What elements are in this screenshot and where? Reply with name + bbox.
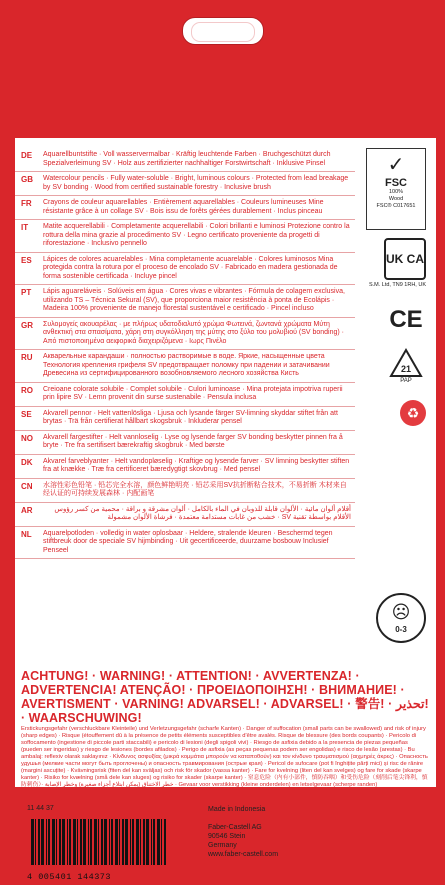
barcode-bar bbox=[146, 819, 149, 865]
language-code: SE bbox=[21, 409, 32, 419]
barcode-bar bbox=[46, 819, 47, 865]
language-row bbox=[15, 431, 355, 455]
language-row bbox=[15, 196, 355, 220]
language-row bbox=[15, 479, 355, 503]
barcode-bar bbox=[38, 819, 40, 865]
barcode-bar bbox=[56, 819, 57, 865]
fsc-label: FSC bbox=[385, 177, 407, 189]
language-code: DK bbox=[21, 457, 33, 467]
language-code: CN bbox=[21, 481, 33, 491]
barcode-bar bbox=[62, 819, 65, 865]
barcode-bar bbox=[31, 819, 34, 865]
language-text: Watercolour pencils · Fully water-soluble · Bright, luminous colours · Protected from lead breakage by SV bonding · Wood from certified sustainable forestry · Inclusive brush bbox=[43, 175, 349, 191]
made-in: Made in Indonesia bbox=[208, 806, 266, 813]
barcode-bar bbox=[115, 819, 118, 865]
language-text: Акварельные карандаши · полностью растворимые в воде. Яркие, насыщенные цвета Технология крепления грифеля SV предотвращает поломку при падении и затачивании Древесина из сертифицированного возобновляемого лесного хозяйства Кисть bbox=[43, 353, 330, 377]
barcode bbox=[27, 819, 172, 882]
language-code: NL bbox=[21, 529, 32, 539]
language-text: Crayons de couleur aquarellables · Entièrement aquarellables · Couleurs lumineuses Mine résistante grâce à un collage SV · Bois issu de forêts gérées durablement · Inclus pinceau bbox=[43, 199, 324, 215]
barcode-bar bbox=[164, 819, 166, 865]
language-code: GB bbox=[21, 175, 33, 184]
barcode-bar bbox=[59, 819, 61, 865]
language-text: Aquarelpotloden · volledig in water oplosbaar · Heldere, stralende kleuren · Beschermd tegen stiftbreuk door de speciale SV hijmbinding · Uit gecertificeerde, duurzame bosbouw Inclusief Penseel bbox=[43, 529, 333, 554]
language-text: Creioane colorate solubile · Complet solubile · Culori luminoase · Mina protejata impotriva ruperii prin lipire SV · Lemn provenit din surse sustenabile · Pensula inclusa bbox=[43, 385, 343, 401]
barcode-bar bbox=[132, 819, 134, 865]
language-row bbox=[15, 350, 355, 383]
language-code: IT bbox=[21, 223, 29, 232]
language-row bbox=[15, 285, 355, 318]
language-code: NO bbox=[21, 433, 33, 443]
ce-icon: CE bbox=[389, 306, 423, 333]
barcode-bar bbox=[125, 819, 128, 865]
address-line: www.faber-castell.com bbox=[208, 851, 279, 858]
barcode-bar bbox=[130, 819, 131, 865]
pap-number: 21 bbox=[400, 364, 412, 374]
hang-hole bbox=[182, 17, 264, 45]
language-row bbox=[15, 172, 355, 196]
age-warning-icon bbox=[376, 593, 426, 643]
language-row bbox=[15, 455, 355, 479]
barcode-bar bbox=[88, 819, 89, 865]
barcode-bar bbox=[157, 819, 160, 865]
fsc-icon bbox=[366, 148, 426, 230]
barcode-bar bbox=[136, 819, 139, 865]
barcode-digits: 4 005401 144373 bbox=[27, 872, 112, 882]
warning-heading: ACHTUNG! · WARNING! · ATTENTION! · AVVERTENZA! · ADVERTENCIA! ATENÇÃO! · ΠΡΟΕΙΔΟΠΟΙΗΣΗ! · ВНИМАНИЕ! · AVERTISMENT · VARNING! ADVARSEL! · ADVARSEL! · 警告! · تحذير! · WAARSCHUWING! bbox=[21, 669, 429, 725]
barcode-bar bbox=[111, 819, 113, 865]
barcode-bar bbox=[83, 819, 86, 865]
baby-face-icon: ☹ bbox=[391, 602, 411, 622]
barcode-bar bbox=[52, 819, 55, 865]
recycle-icon: ♻ bbox=[400, 400, 426, 426]
address-line: 90546 Stein bbox=[208, 833, 246, 840]
barcode-bar bbox=[90, 819, 92, 865]
language-text: Lápis aguareláveis · Solúveis em água · Cores vivas e vibrantes · Fórmula de colagem exclusiva, utilizando TS – Técnica Sekural (SV), que proporciona maior resistência à ponta de Ecolápis · Madeira 100% proveniente de manejo florestal sustentável e certificado · Pincel incluso bbox=[43, 288, 345, 312]
barcode-bar bbox=[109, 819, 110, 865]
barcode-bar bbox=[153, 819, 155, 865]
barcode-bar bbox=[73, 819, 76, 865]
language-text: Aquarellbuntstifte · Voll wasservermalbar · Kräftig leuchtende Farben · Bruchgeschützt durch Spezialverleimung SV · Holz aus zertifizierter nachhaltiger Forstwirtschaft · Inklusive Pinsel bbox=[43, 151, 331, 167]
barcode-bar bbox=[77, 819, 78, 865]
address-line: Faber-Castell AG bbox=[208, 824, 262, 831]
barcode-bar bbox=[104, 819, 107, 865]
tree-icon: ✓ bbox=[387, 154, 405, 176]
language-row bbox=[15, 527, 355, 560]
language-text: Akvarell pennor · Helt vattenlösliga · Ljusa och lysande färger SV-limning skyddar stiftet från att brytas · Trä från certifierat hållbart skogsbruk · Inkluderar pensel bbox=[43, 409, 338, 425]
language-code: AR bbox=[21, 505, 33, 515]
info-panel bbox=[15, 138, 436, 882]
fsc-license: FSC® C017651 bbox=[376, 203, 416, 209]
recycling-triangle-icon bbox=[389, 348, 423, 378]
barcode-bar bbox=[98, 819, 99, 865]
manufacturer-address bbox=[208, 823, 278, 859]
recycling-pap-icon bbox=[386, 348, 426, 388]
barcode-bar bbox=[161, 819, 162, 865]
language-row bbox=[15, 318, 355, 351]
language-text: 水溶性彩色铅笔 · 铅芯完全水溶，颜色鲜艳明亮 · 铅芯采用SV抗折断粘合技术，不易折断 木材来自经认证的可持续发展森林 · 内配画笔 bbox=[43, 481, 347, 497]
language-text: Lápices de colores acuarelables · Mina completamente acuarelable · Colores luminosos Mina protegida contra la rotura por el proceso de encolado SV · Fabricado en madera gestionada de forma sostenible certificada · Incluye pincel bbox=[43, 255, 338, 280]
language-list bbox=[15, 148, 355, 559]
language-code: PT bbox=[21, 288, 32, 297]
language-code: FR bbox=[21, 199, 32, 208]
ukca-icon: UK CA bbox=[384, 238, 426, 280]
language-row bbox=[15, 407, 355, 431]
language-text: Συλομογείς ακουαρέλας · με πλήρως υδατοδιαλυτό χρώμα Φωτεινά, ζωντανά χρώματα Μύτη ανθεκτική στα σπασίματα, χάρη στη συγκόλληση της μύτης στο ξύλο του μολυβιού (SV bonding) · Από πιστοποιημένα αειφορικά διαχειριζόμενα · Ιωρς Πινέλο bbox=[43, 320, 345, 345]
barcode-bar bbox=[140, 819, 141, 865]
fsc-material: Wood bbox=[388, 196, 404, 202]
barcode-bar bbox=[48, 819, 50, 865]
barcode-bar bbox=[67, 819, 68, 865]
language-text: Akvarel farveblyanter · Helt vandopløselig · Kraftige og lysende farver · SV limning beskytter stiften fra at knække · Træ fra certificeret bæredygtigt skovbrug · Med pensel bbox=[43, 457, 350, 473]
bottom-section bbox=[15, 805, 436, 885]
language-code: GR bbox=[21, 320, 33, 330]
barcode-bar bbox=[122, 819, 124, 865]
language-text: Matite acquerellabili · Completamente acquerellabili · Colori brillanti e luminosi Protezione contro la rottura della mina grazie al procedimento SV · Legno certificato proveniente da progetti di riforestazione · Inclusivo pennello bbox=[43, 223, 350, 247]
barcode-bar bbox=[143, 819, 145, 865]
barcode-bar bbox=[35, 819, 36, 865]
language-row bbox=[15, 253, 355, 286]
language-code: ES bbox=[21, 255, 32, 265]
barcode-bar bbox=[151, 819, 152, 865]
barcode-bars-icon bbox=[27, 819, 172, 867]
language-code: RU bbox=[21, 353, 33, 362]
barcode-bar bbox=[119, 819, 120, 865]
age-range: 0-3 bbox=[395, 625, 407, 634]
language-row bbox=[15, 148, 355, 172]
language-code: RO bbox=[21, 385, 33, 395]
language-row bbox=[15, 383, 355, 407]
language-text: أقلام ألوان مائية · الألوان قابلة للذوبان في الماء بالكامل · ألوان مشرقة و براقة · محمية من كسر رؤوس الأقلام بواسطة تقنية SV · خشب من غابات مستدامة معتمدة · فرشاة الألوان مشمولة bbox=[54, 505, 351, 521]
language-code: DE bbox=[21, 151, 33, 160]
barcode-bar bbox=[41, 819, 44, 865]
ukca-importer: S.M. Ltd, TN9 1RH, UK bbox=[368, 282, 426, 288]
article-number: 11 44 37 bbox=[27, 805, 54, 812]
barcode-bar bbox=[69, 819, 71, 865]
warning-section bbox=[15, 669, 436, 789]
language-row bbox=[15, 503, 355, 527]
barcode-bar bbox=[94, 819, 97, 865]
barcode-bar bbox=[80, 819, 82, 865]
pap-label: PAP bbox=[400, 378, 412, 384]
warning-text: Erstickungsgefahr (verschluckbare Kleinteile) und Verletzungsgefahr (scharfe Kanten) · Danger of suffocation (small parts can be swallowed) and risk of injury (sharp edges) · Risque (étouffement dû à la présence de petits éléments susceptibles d'être avalés. Risque de blessure (des bords coupants) · Pericolo di soffocamento (ingestione di piccole parti staccabili) e pericolo di lesioni (degli spigoli vivi) · Riesgo de asfixia debido a la presencia de piezas pequeñas (pueden ser ingeridas) y riesgo de lesiones (bordes afilados) · Perigo de asfixia (as peças pequenas podem ser engolidas) e risco de lesão (arestas) · Bu ambalaj: reflexiv olarak saklayınız · Κίνδυνος ασφυξίας (μικρά κομμάτια μπορούν να καταποθούν) και τον κίνδυνο τραυματισμού (αιχμηρές άκρες) · Опасность удушья (мелкие части могут быть проглочены) и опасность травмирования (острые края) · Pericol de sufocare (pot fi înghițite părți mici) și risc de rănire (margini ascuțite) · Kvävningsrisk (fiten del kan sväljas) och risk för skador (vassa kanter) · Fare for kvelning (liten del kan svelges) og fare for skade (skarpe kanter) · Risiko for kvælning (små dele kan sluges) og risiko for skader (skarpe kanter) · 窒息危险（内有小部件，慎防吞咽）和受伤危险（刻削后笔尖锋利，慎防刺伤）· خطر الاختناق (يمكن ابتلاع أجزاء صغيرة) وخطر الإصابة · Gevaar voor verstikking (kleine onderdelen) en letselgevaar (scherpe randen) bbox=[21, 726, 428, 788]
address-line: Germany bbox=[208, 842, 237, 849]
language-text: Akvarell fargestifter · Helt vannloselig · Lyse og lysende farger SV bonding beskytter pinnen fra å bryte · Tre fra sertifisert bærekraftig skogbruk · Med børste bbox=[43, 433, 343, 449]
language-row bbox=[15, 220, 355, 253]
fsc-percent: 100% bbox=[388, 189, 404, 195]
barcode-bar bbox=[101, 819, 103, 865]
